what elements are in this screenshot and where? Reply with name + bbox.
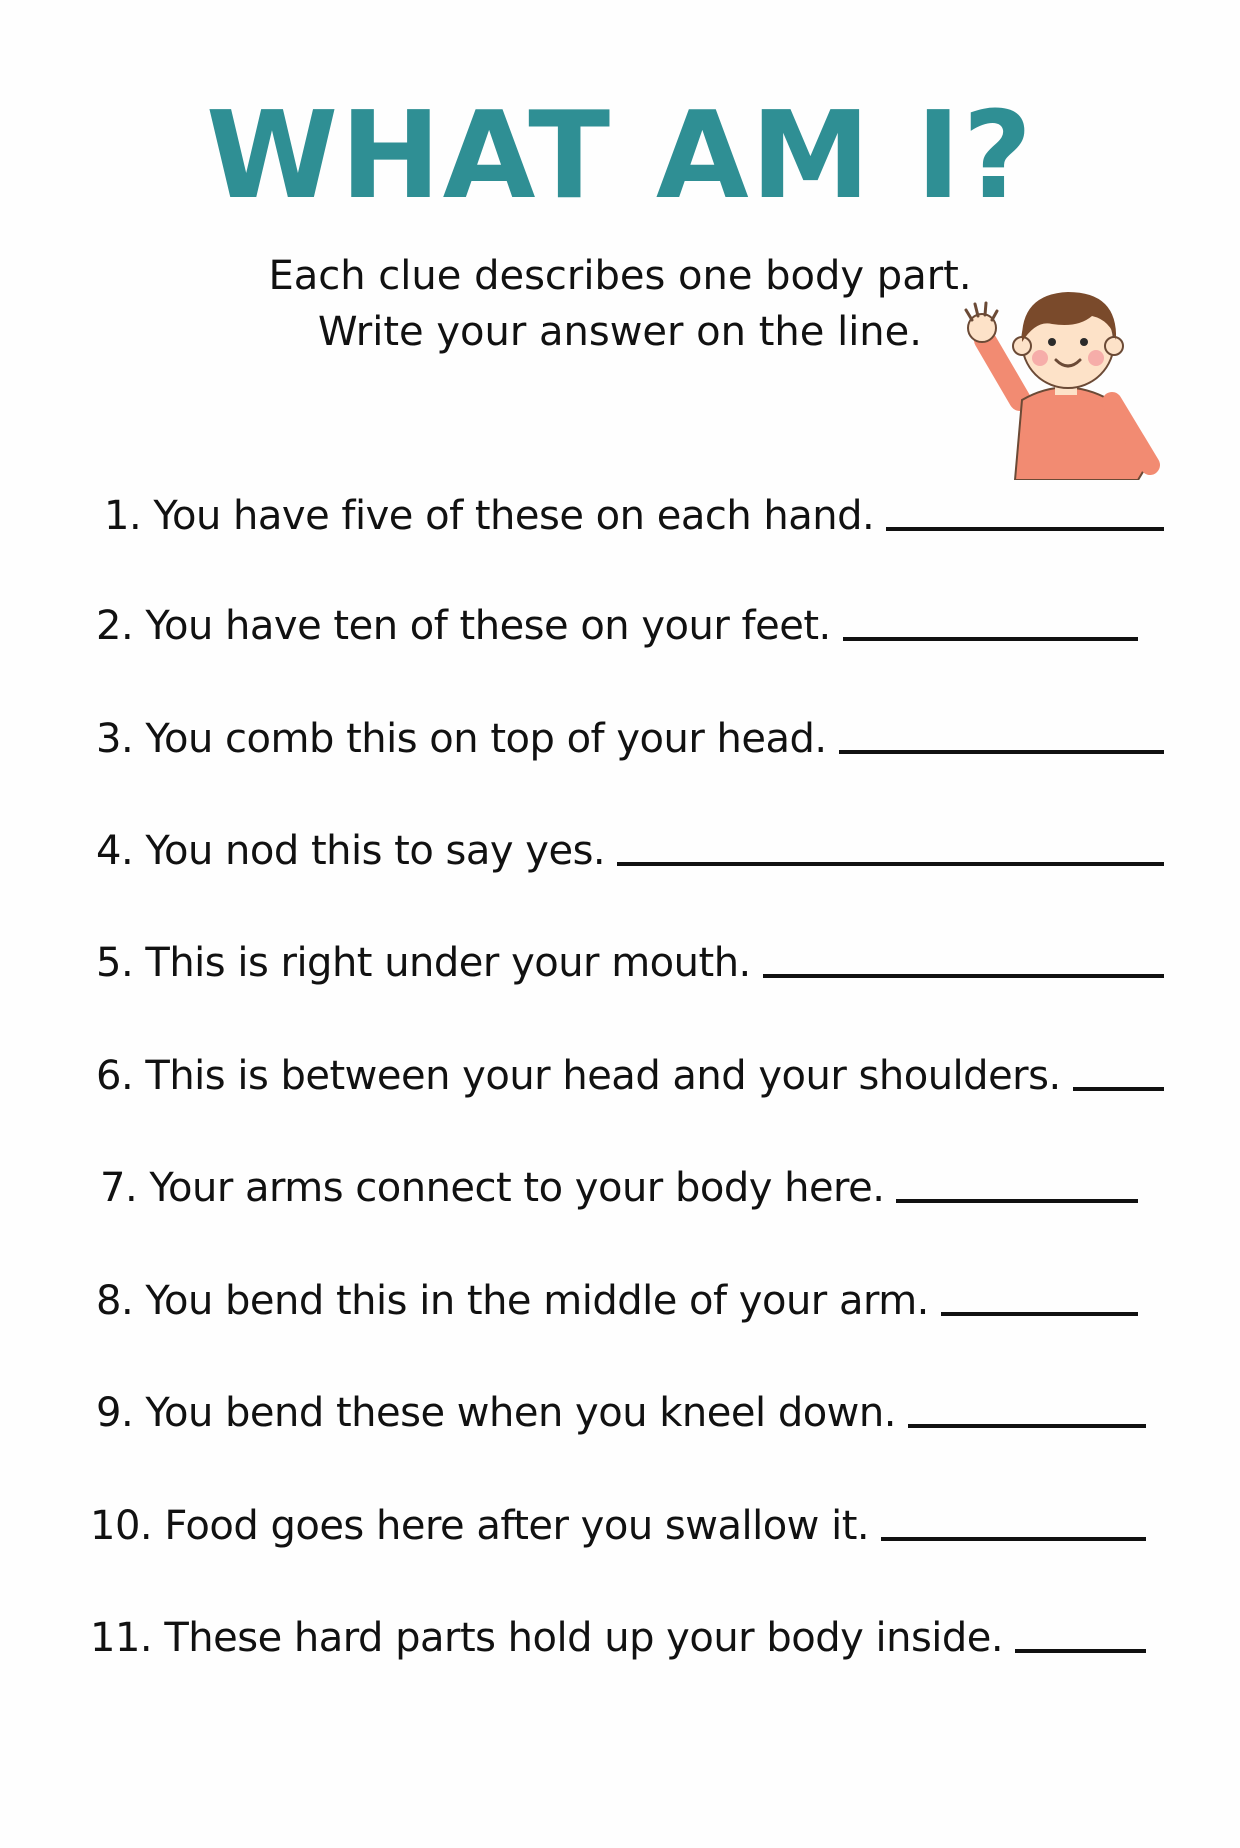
clue-text: 1. You have five of these on each hand. — [104, 493, 875, 539]
clue-item — [96, 1387, 1146, 1439]
instructions-line-1: Each clue describes one body part. — [268, 253, 972, 299]
clue-item — [100, 1162, 1138, 1214]
clue-text: 5. This is right under your mouth. — [96, 940, 751, 986]
clue-item — [96, 825, 1164, 877]
answer-line[interactable] — [941, 1312, 1138, 1316]
clue-text: 10. Food goes here after you swallow it. — [90, 1503, 870, 1549]
answer-line[interactable] — [1073, 1087, 1164, 1091]
clue-text: 9. You bend these when you kneel down. — [96, 1390, 896, 1436]
answer-line[interactable] — [886, 527, 1164, 531]
clue-item — [96, 1050, 1164, 1102]
page-title: WHAT AM I? — [205, 87, 1035, 226]
clue-item — [96, 600, 1138, 652]
clue-text: 3. You comb this on top of your head. — [96, 716, 827, 762]
clue-item — [104, 490, 1164, 542]
clue-item — [90, 1612, 1146, 1664]
answer-line[interactable] — [763, 974, 1164, 978]
answer-line[interactable] — [617, 862, 1164, 866]
answer-line[interactable] — [896, 1199, 1138, 1203]
clue-text: 8. You bend this in the middle of your arm. — [96, 1278, 929, 1324]
clue-item — [96, 713, 1164, 765]
clue-item — [96, 937, 1164, 989]
clue-text: 2. You have ten of these on your feet. — [96, 603, 831, 649]
clue-text: 4. You nod this to say yes. — [96, 828, 606, 874]
answer-line[interactable] — [839, 750, 1164, 754]
clue-text: 6. This is between your head and your shoulders. — [96, 1053, 1061, 1099]
answer-line[interactable] — [881, 1537, 1146, 1541]
clue-item — [96, 1275, 1138, 1327]
instructions-line-2: Write your answer on the line. — [318, 309, 922, 355]
clue-item — [90, 1500, 1146, 1552]
clue-text: 11. These hard parts hold up your body inside. — [90, 1615, 1004, 1661]
answer-line[interactable] — [843, 637, 1138, 641]
clue-text: 7. Your arms connect to your body here. — [100, 1165, 885, 1211]
answer-line[interactable] — [1015, 1649, 1146, 1653]
answer-line[interactable] — [908, 1424, 1146, 1428]
